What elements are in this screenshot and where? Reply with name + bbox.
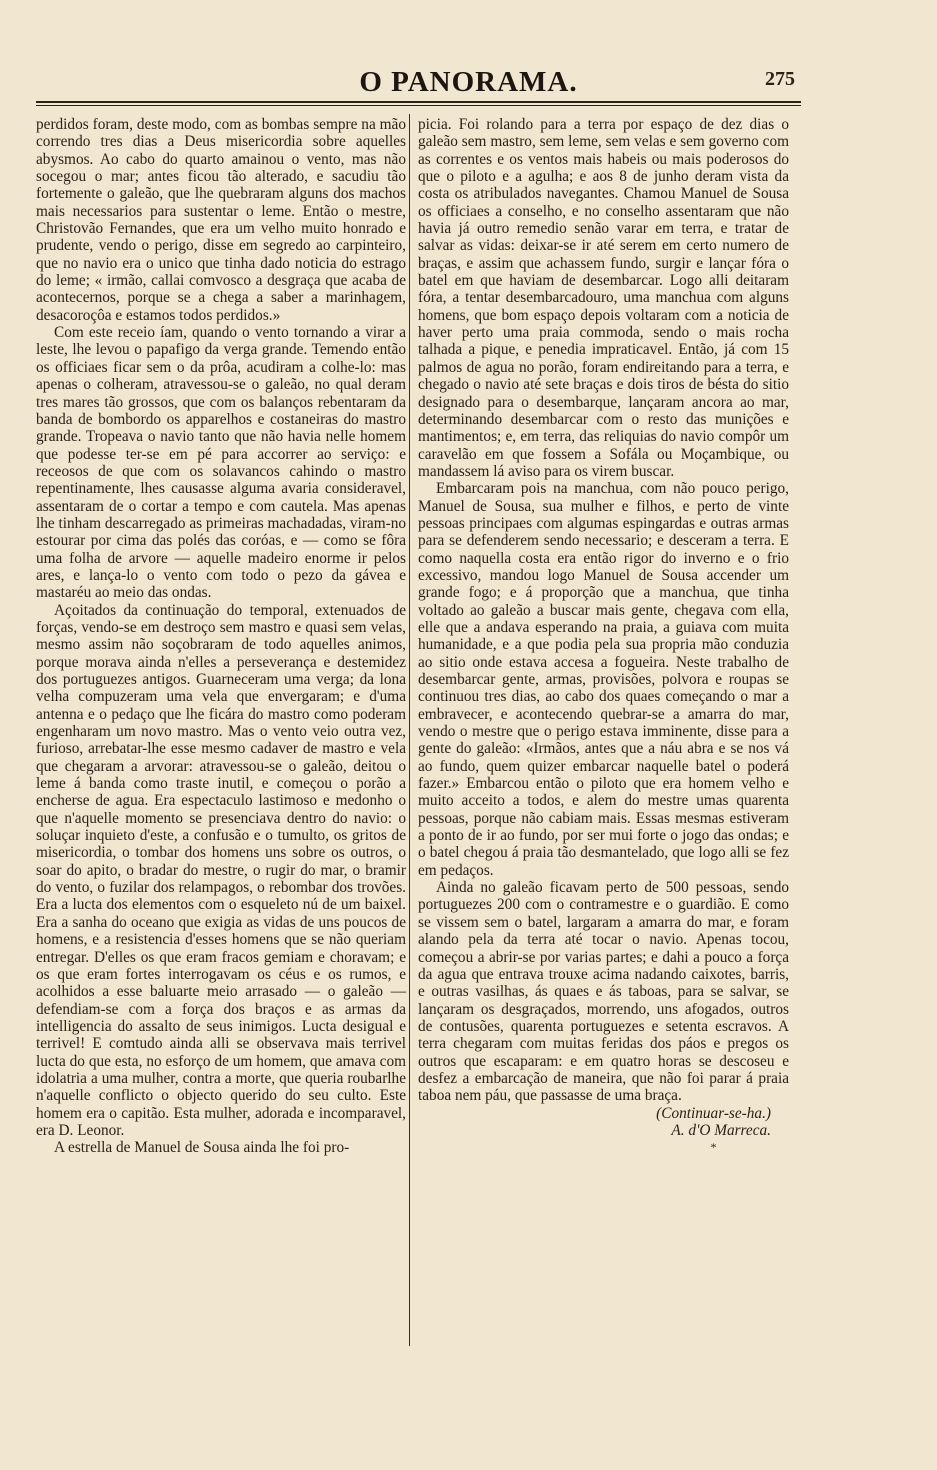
page-number: 275 [765, 68, 795, 90]
continuation-note: (Continuar-se-ha.) [656, 1104, 771, 1122]
left-column [36, 116, 406, 1157]
paragraph: picia. Foi rolando para a terra por espaço de dez dias o galeão sem mastro, sem leme, sem velas e sem governo com as correntes e os ventos mais habeis ou mais poderosos do que o piloto e a agulha; e aos 8 de junho deram vista da costa os atribulados navegantes. Chamou Manuel de Sousa os officiaes a conselho, e no conselho assentaram que não havia já outro remedio senão varar em terra, e tratar de salvar as vidas: deixar-se ir até serem em certo numero de braças, e assim que achassem fundo, surgir e lançar fóra o batel em que haviam de desembarcar. Logo alli deitaram fóra, a tentar desembarcadouro, uma manchua com alguns homens, que bom espaço depois voltaram com a noticia de haver perto uma praia commoda, sendo o mais rocha talhada a pique, e penedia impraticavel. Então, já com 15 palmos de agua no porão, foram endireitando para a terra, e chegado o navio até sete braças e dois tiros de bésta do sitio designado para o desembarque, lançaram ancora ao mar, determinando desembarcar com o resto das munições e mantimentos; e, em terra, das reliquias do navio compôr um caravelão em que fossem a Sofála ou Moçambique, ou mandassem lá aviso para os virem buscar. [418, 116, 789, 480]
page-title: O PANORAMA. [359, 66, 578, 98]
paragraph: Embarcaram pois na manchua, com não pouco perigo, Manuel de Sousa, sua mulher e filhos, e perto de vinte pessoas principaes com algumas espingardas e outras armas para se defenderem sendo necessario; e desceram a terra. E como naquella costa era então rigor do inverno e o frio excessivo, mandou logo Manuel de Sousa accender um grande fogo; e á proporção que a manchua, que tinha voltado ao galeão a buscar mais gente, chegava com ella, elle que a andava esperando na praia, a guiava com muita humanidade, e a que podia pela sua propria mão conduzia ao sitio onde estava accesa a fogueira. Neste trabalho de desembarcar gente, armas, provisões, polvora e roupas se continuou tres dias, ao cabo dos quaes começando o mar a embravecer, e acontecendo quebrar-se a amarra do mar, vendo o mestre que o perigo estava imminente, disse para a gente do galeão: «Irmãos, antes que a náu abra e se nos vá ao fundo, quem quizer embarcar naquelle batel o poderá fazer.» Embarcou então o piloto que era homem velho e muito acceito a todos, e alem do mestre umas quarenta pessoas, porque não cabiam mais. Essas mesmas estiveram a ponto de ir ao fundo, por ser mui forte o jogo das ondas; e o batel chegou á praia tão desmantelado, que logo alli se fez em pedaços. [418, 480, 789, 879]
header-rule-thick [36, 101, 801, 103]
paragraph: Com este receio íam, quando o vento tornando a virar a leste, lhe levou o papafigo da verga grande. Temendo então os officiaes ficar sem o da prôa, acudiram a colhe-lo: mas apenas o colheram, atravessou-se o galeão, no qual deram tres mares tão grossos, que com os balanços rebentaram da banda de bombordo os apparelhos e costaneiras do mastro grande. Tropeava o navio tanto que não havia nelle homem que podesse ter-se em pé para accorrer ao serviço: e receosos de que com os solavancos cahindo o mastro repentinamente, lhes causasse alguma avaria consideravel, assentaram de o cortar a tempo e com cautela. Mas apenas lhe tinham descarregado as primeiras machadadas, viram-no estourar por cima das polés das coróas, e — como se fôra uma folha de arvore — aquelle madeiro enorme ir pelos ares, e lança-lo o vento com todo o pezo da gávea e mastaréu ao meio das ondas. [36, 324, 406, 602]
right-column [418, 116, 789, 1157]
paragraph: perdidos foram, deste modo, com as bombas sempre na mão correndo tres dias a Deus misericordia sobre aquelles abysmos. Ao cabo do quarto amainou o vento, mas não socegou o mar; antes ficou tão alterado, e sacudiu tão fortemente o galeão, que lhe quebraram alguns dos machos mais necessarios para sustentar o leme. Então o mestre, Christovão Fernandes, que era um velho muito honrado e prudente, vendo o perigo, disse em segredo ao carpinteiro, que no navio era o unico que tinha dado noticia do estrago do leme; « irmão, callai comvosco a desgraça que acaba de acontecernos, porque se a chega a saber a marinhagem, desacoroçôa e estamos todos perdidos.» [36, 116, 406, 324]
header-rule-thin [36, 105, 801, 106]
author-signature: A. d'O Marreca. [671, 1121, 771, 1139]
end-mark: * [710, 1140, 717, 1155]
column-divider [409, 114, 410, 1346]
paragraph: A estrella de Manuel de Sousa ainda lhe foi pro- [54, 1139, 350, 1157]
paragraph: Ainda no galeão ficavam perto de 500 pessoas, sendo portuguezes 200 com o contramestre e o guardião. E como se vissem sem o batel, largaram a amarra do mar, e foram alando pela da terra até tocar o navio. Apenas tocou, começou a abrir-se por varias partes; e dahi a pouco a força da agua que entrava trouxe acima nadando caixotes, barris, e outras vasilhas, ás quaes e ás taboas, para se salvar, se lançaram os desgraçados, morrendo, uns afogados, outros de contusões, quarenta portuguezes e setenta escravos. A terra chegaram com muitas feridas dos páos e pregos os outros que escaparam: e em quatro horas se descoseu e desfez a embarcação de maneira, que não foi parar á praia taboa nem páu, que passasse de uma braça. [418, 879, 789, 1105]
paragraph: Açoitados da continuação do temporal, extenuados de forças, vendo-se em destroço sem mastro e quasi sem velas, mesmo assim não soçobraram de todo aquelles animos, porque morava ainda n'elles a perseverança e destemidez dos portuguezes antigos. Guarneceram uma verga; da lona velha compuzeram uma vela que envergaram; e d'uma antenna e o pedaço que lhe ficára do mastro como poderam engenharam um novo mastro. Mas o vento veio outra vez, furioso, arrebatar-lhe esse mesmo cadaver de mastro e vela que chegaram a arvorar: atravessou-se o galeão, deitou o leme á banda como traste inutil, e começou o porão a encherse de agua. Era espectaculo lastimoso e medonho o que n'aquelle momento se presenciava dentro do navio: o soluçar inquieto d'este, a confusão e o tumulto, os gritos de misericordia, o tombar dos homens uns sobre os outros, o soar do apito, o bradar do mestre, o rugir do mar, o bramir do vento, o fuzilar dos relampagos, o rebombar dos trovões. Era a lucta dos elementos com o esqueleto nú de um baixel. Era a sanha do oceano que exigia as vidas de uns poucos de homens, e a resistencia d'esses homens que se não queriam entregar. D'elles os que eram fracos gemiam e choravam; e os que eram fortes interrogavam os céus e os rumos, e acolhidos a esse baluarte meio arrasado — o galeão — defendiam-se com a força dos braços e as armas da intelligencia do assalto de seus inimigos. Lucta desigual e terrivel! E comtudo ainda alli se observava mais terrivel lucta do que esta, no esforço de um homem, que amava com idolatria a uma mulher, contra a morte, que queria roubarlhe n'aquelle conflicto o objecto querido do seu culto. Este homem era o capitão. Esta mulher, adorada e incomparavel, era D. Leonor. [36, 601, 406, 1139]
